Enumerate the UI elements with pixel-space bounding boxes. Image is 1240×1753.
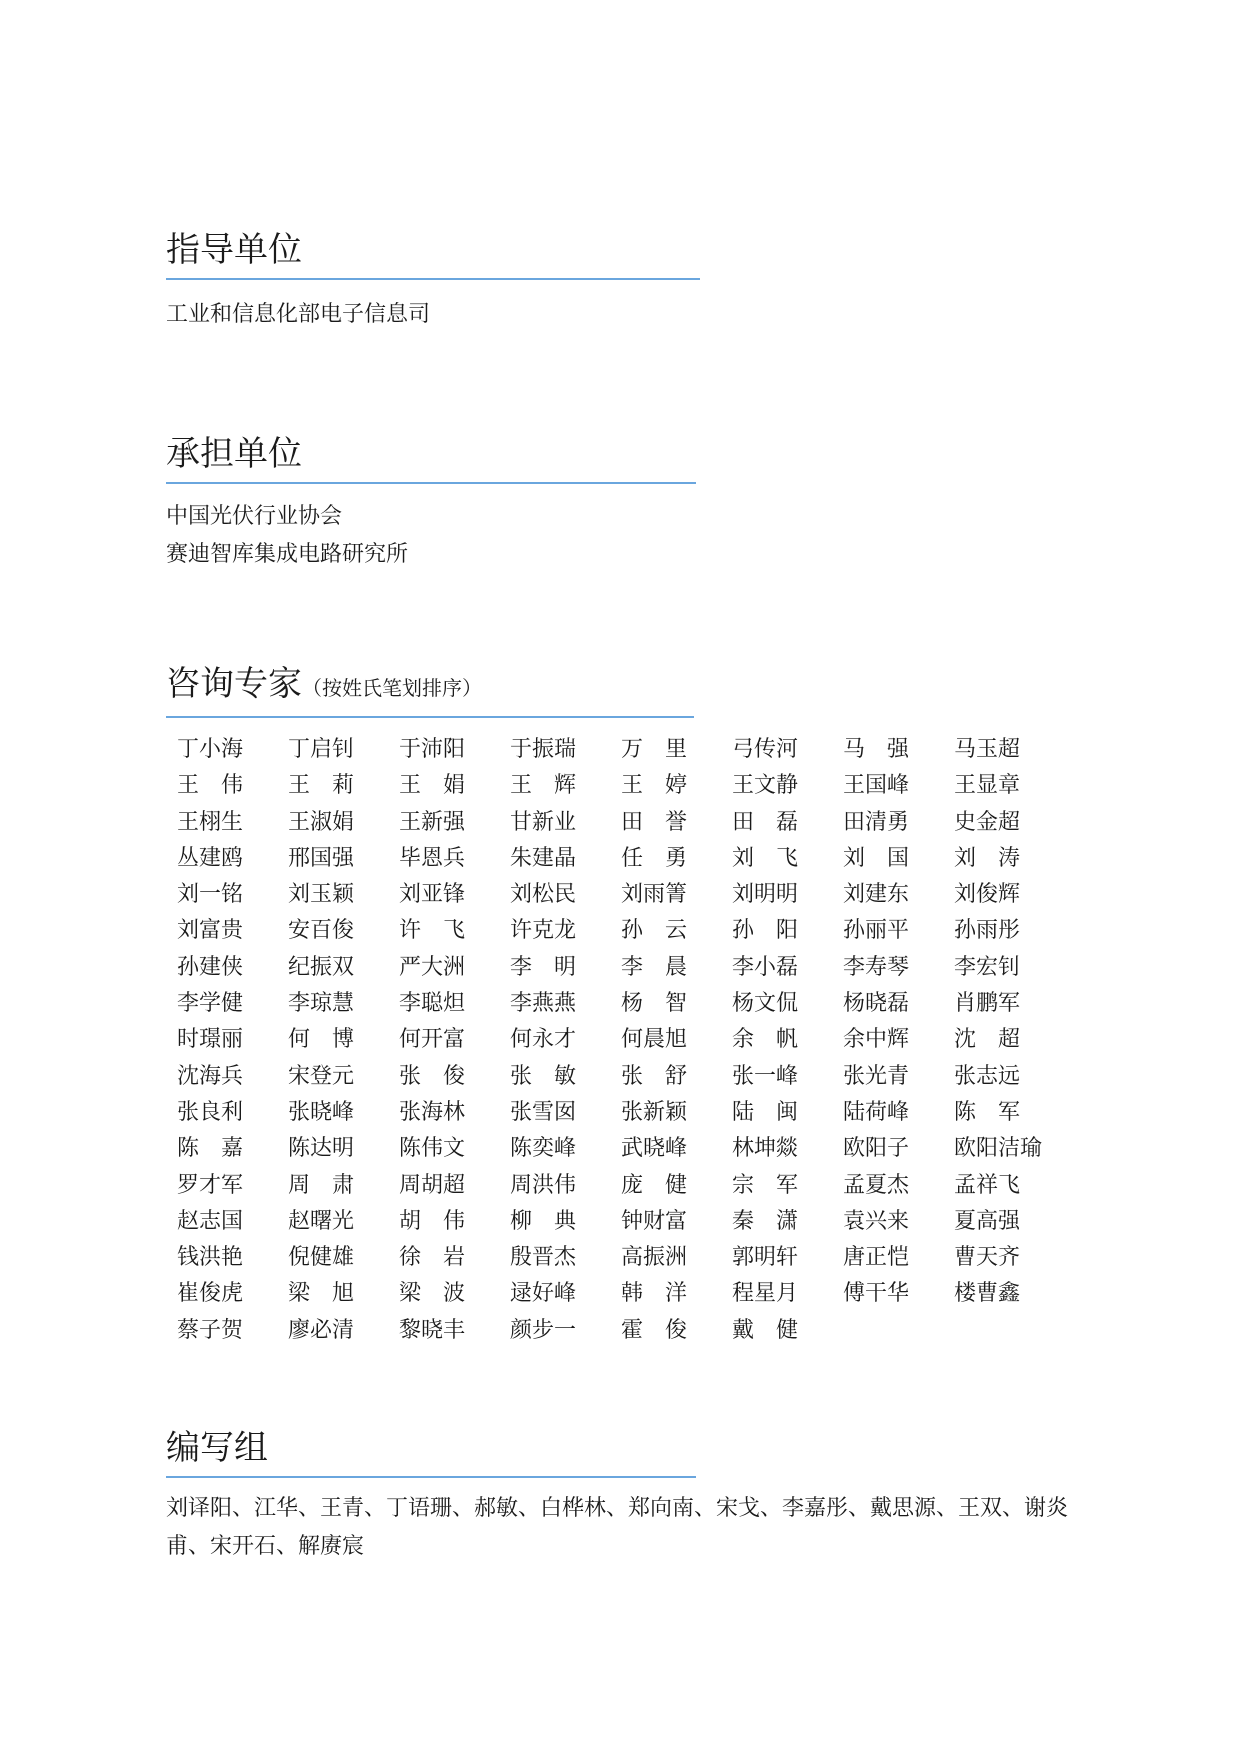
expert-name: 肖鹏军 [954, 991, 1021, 1017]
expert-name: 刘雨箐 [621, 882, 688, 908]
expert-name: 赵曙光 [288, 1208, 355, 1234]
expert-name: 许 飞 [399, 918, 466, 944]
expert-name: 严大洲 [399, 954, 466, 980]
expert-name: 蔡子贺 [177, 1317, 244, 1343]
expert-name: 戴 健 [732, 1317, 799, 1343]
guide-rule [166, 278, 700, 280]
expert-name: 李 晨 [621, 954, 688, 980]
expert-name: 王新强 [399, 809, 466, 835]
expert-name: 欧阳子 [843, 1136, 910, 1162]
expert-name: 毕恩兵 [399, 845, 466, 871]
expert-name: 陆 闽 [732, 1099, 799, 1125]
writers-heading: 编写组 [166, 1428, 268, 1468]
expert-name: 周洪伟 [510, 1172, 577, 1198]
expert-name: 陆荷峰 [843, 1099, 910, 1125]
expert-name: 宋登元 [288, 1063, 355, 1089]
expert-name: 孙 阳 [732, 918, 799, 944]
undertake-section [166, 432, 696, 574]
expert-name: 王 莉 [288, 773, 355, 799]
expert-name: 宗 军 [732, 1172, 799, 1198]
expert-name: 李小磊 [732, 954, 799, 980]
expert-name: 何 博 [288, 1027, 355, 1053]
expert-name: 李燕燕 [510, 991, 577, 1017]
expert-name: 王 婷 [621, 773, 688, 799]
expert-name: 梁 旭 [288, 1281, 355, 1307]
experts-rule [166, 716, 694, 718]
expert-name: 庞 健 [621, 1172, 688, 1198]
expert-name: 马玉超 [954, 737, 1021, 762]
expert-name: 刘 飞 [732, 845, 799, 871]
guide-unit: 工业和信息化部电子信息司 [166, 302, 431, 327]
expert-name: 刘松民 [510, 882, 577, 908]
expert-name: 张雪囡 [510, 1099, 577, 1125]
expert-name: 李宏钊 [954, 954, 1021, 980]
expert-name: 孟祥飞 [954, 1172, 1021, 1198]
writers-rule [166, 1476, 696, 1478]
expert-name: 王文静 [732, 773, 799, 799]
expert-name: 武晓峰 [621, 1136, 688, 1162]
expert-name: 张 敏 [510, 1063, 577, 1089]
expert-name: 孙 云 [621, 918, 688, 944]
expert-name: 刘明明 [732, 882, 799, 908]
expert-name: 刘玉颖 [288, 882, 355, 908]
guide-list [166, 296, 700, 334]
expert-name: 陈 军 [954, 1099, 1021, 1125]
expert-name: 丁启钊 [288, 737, 355, 762]
expert-name: 王栩生 [177, 809, 244, 835]
expert-name: 廖必清 [288, 1317, 355, 1343]
guide-heading: 指导单位 [166, 230, 302, 270]
expert-name: 王 伟 [177, 773, 244, 799]
expert-name: 刘富贵 [177, 918, 244, 944]
expert-name: 欧阳洁瑜 [954, 1136, 1043, 1162]
expert-name: 时璟丽 [177, 1027, 244, 1053]
expert-name: 丁小海 [177, 737, 244, 762]
expert-name: 钱洪艳 [177, 1245, 244, 1271]
expert-name: 甘新业 [510, 809, 577, 835]
expert-name: 何永才 [510, 1027, 577, 1053]
expert-name: 傅干华 [843, 1281, 910, 1307]
expert-name: 夏高强 [954, 1208, 1021, 1234]
expert-name: 于沛阳 [399, 737, 466, 762]
expert-name: 刘亚锋 [399, 882, 466, 908]
writers-section [166, 1426, 1096, 1566]
expert-name: 陈 嘉 [177, 1136, 244, 1162]
expert-name: 刘一铭 [177, 882, 244, 908]
expert-name: 许克龙 [510, 918, 577, 944]
expert-name: 张晓峰 [288, 1099, 355, 1125]
expert-name: 田清勇 [843, 809, 910, 835]
expert-name: 陈奕峰 [510, 1136, 577, 1162]
expert-name: 杨文侃 [732, 991, 799, 1017]
expert-name: 唐正恺 [843, 1245, 910, 1271]
expert-name: 张 舒 [621, 1063, 688, 1089]
expert-name: 张一峰 [732, 1063, 799, 1089]
expert-name: 赵志国 [177, 1208, 244, 1234]
expert-name: 李聪炟 [399, 991, 466, 1017]
writers-list: 刘译阳、江华、王青、丁语珊、郝敏、白桦林、郑向南、宋戈、李嘉彤、戴思源、王双、谢炎甫、宋开石、解赓宸 [166, 1496, 1069, 1559]
expert-name: 刘建东 [843, 882, 910, 908]
expert-name: 秦 潇 [732, 1208, 799, 1234]
undertake-heading: 承担单位 [166, 434, 302, 474]
expert-name: 逯好峰 [510, 1281, 577, 1307]
undertake-unit: 中国光伏行业协会 [166, 504, 343, 529]
expert-name: 孙丽平 [843, 918, 910, 944]
expert-name: 张海林 [399, 1099, 466, 1125]
expert-name: 曹天齐 [954, 1245, 1021, 1271]
expert-name: 倪健雄 [288, 1245, 355, 1271]
expert-name: 柳 典 [510, 1208, 577, 1234]
expert-name: 黎晓丰 [399, 1317, 466, 1343]
expert-name: 陈达明 [288, 1136, 355, 1162]
expert-name: 李琼慧 [288, 991, 355, 1017]
expert-name: 马 强 [843, 737, 910, 762]
expert-name: 田 誉 [621, 809, 688, 835]
expert-name: 杨晓磊 [843, 991, 910, 1017]
expert-name: 王淑娟 [288, 809, 355, 835]
undertake-list [166, 498, 696, 574]
expert-name: 徐 岩 [399, 1245, 466, 1271]
expert-name: 梁 波 [399, 1281, 466, 1307]
expert-name: 何晨旭 [621, 1027, 688, 1053]
expert-name: 沈海兵 [177, 1063, 244, 1089]
expert-name: 于振瑞 [510, 737, 577, 762]
expert-name: 余中辉 [843, 1027, 910, 1053]
expert-name: 胡 伟 [399, 1208, 466, 1234]
expert-name: 王 娟 [399, 773, 466, 799]
experts-heading [166, 662, 1065, 710]
experts-grid [177, 732, 1065, 1349]
expert-name: 王国峰 [843, 773, 910, 799]
expert-name: 沈 超 [954, 1027, 1021, 1053]
expert-name: 刘 涛 [954, 845, 1021, 871]
expert-name: 余 帆 [732, 1027, 799, 1053]
expert-name: 李 明 [510, 954, 577, 980]
expert-name: 钟财富 [621, 1208, 688, 1234]
expert-name: 李寿琴 [843, 954, 910, 980]
expert-name: 张 俊 [399, 1063, 466, 1089]
expert-name: 王 辉 [510, 773, 577, 799]
expert-name: 张光青 [843, 1063, 910, 1089]
expert-name: 张新颖 [621, 1099, 688, 1125]
expert-name: 安百俊 [288, 918, 355, 944]
expert-name: 高振洲 [621, 1245, 688, 1271]
expert-name: 楼曹鑫 [954, 1281, 1021, 1307]
expert-name: 刘俊辉 [954, 882, 1021, 908]
expert-name: 韩 洋 [621, 1281, 688, 1307]
undertake-rule [166, 482, 696, 484]
expert-name: 刘 国 [843, 845, 910, 871]
expert-name: 罗才军 [177, 1172, 244, 1198]
expert-name: 霍 俊 [621, 1317, 688, 1343]
expert-name: 弓传河 [732, 737, 799, 762]
expert-name: 孟夏杰 [843, 1172, 910, 1198]
expert-name: 周胡超 [399, 1172, 466, 1198]
expert-name: 孙建侠 [177, 954, 244, 980]
guide-section [166, 228, 700, 334]
expert-name: 孙雨彤 [954, 918, 1021, 944]
expert-name: 李学健 [177, 991, 244, 1017]
expert-name: 王显章 [954, 773, 1021, 799]
expert-name: 邢国强 [288, 845, 355, 871]
experts-sort-note: （按姓氏笔划排序） [302, 676, 482, 700]
expert-name: 程星月 [732, 1281, 799, 1307]
expert-name: 丛建鸥 [177, 845, 244, 871]
undertake-unit: 赛迪智库集成电路研究所 [166, 542, 409, 567]
expert-name: 林坤燚 [732, 1136, 799, 1162]
expert-name: 张志远 [954, 1063, 1021, 1089]
expert-name: 纪振双 [288, 954, 355, 980]
expert-name: 周 肃 [288, 1172, 355, 1198]
expert-name: 史金超 [954, 809, 1021, 835]
expert-name: 颜步一 [510, 1317, 577, 1343]
expert-name: 崔俊虎 [177, 1281, 244, 1307]
expert-name: 杨 智 [621, 991, 688, 1017]
expert-name: 陈伟文 [399, 1136, 466, 1162]
expert-name: 任 勇 [621, 845, 688, 871]
expert-name: 万 里 [621, 737, 688, 762]
experts-section [166, 662, 1065, 1349]
expert-name: 张良利 [177, 1099, 244, 1125]
expert-name: 郭明轩 [732, 1245, 799, 1271]
expert-name: 田 磊 [732, 809, 799, 835]
experts-title: 咨询专家 [166, 664, 302, 704]
expert-name: 殷晋杰 [510, 1245, 577, 1271]
expert-name: 何开富 [399, 1027, 466, 1053]
expert-name: 朱建晶 [510, 845, 577, 871]
expert-name: 袁兴来 [843, 1208, 910, 1234]
